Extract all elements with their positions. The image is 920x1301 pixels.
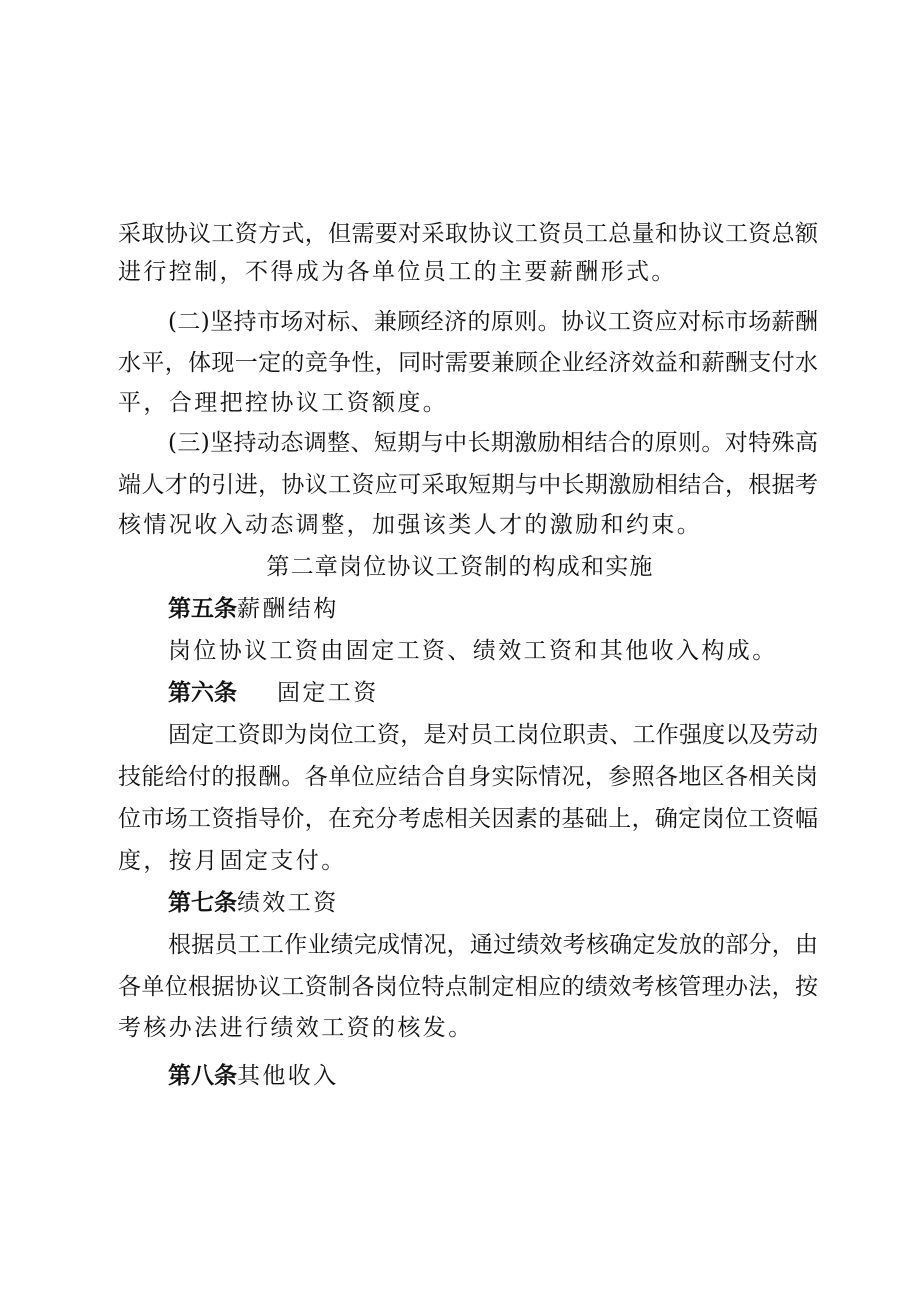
article-5-heading: [168, 594, 818, 624]
paragraph-line: 位市场工资指导价，在充分考虑相关因素的基础上，确定岗位工资幅: [118, 806, 818, 832]
article-number: 第五条: [168, 596, 237, 622]
paragraph-line: 考核办法进行绩效工资的核发。: [118, 1015, 474, 1041]
article-title: 固定工资: [277, 680, 379, 706]
paragraph-line: 技能给付的报酬。各单位应结合自身实际情况，参照各地区各相关岗: [118, 764, 818, 790]
article-number: 第七条: [168, 890, 237, 916]
article-title: 其他收入: [237, 1063, 339, 1089]
article-6-heading: [168, 678, 818, 708]
paragraph-line: 平，合理把控协议工资额度。: [118, 390, 449, 416]
article-5-body: 岗位协议工资由固定工资、绩效工资和其他收入构成。: [168, 638, 778, 664]
paragraph-line: 进行控制，不得成为各单位员工的主要薪酬形式。: [118, 259, 677, 285]
article-8-heading: [168, 1061, 818, 1091]
principle-2-line: (二)坚持市场对标、兼顾经济的原则。协议工资应对标市场薪酬: [168, 309, 818, 335]
paragraph-line: 核情况收入动态调整，加强该类人才的激励和约束。: [118, 512, 703, 538]
chapter-heading: 第二章岗位协议工资制的构成和实施: [266, 554, 654, 580]
principle-3-line: (三)坚持动态调整、短期与中长期激励相结合的原则。对特殊高: [168, 430, 818, 456]
article-7-heading: [168, 888, 818, 918]
paragraph-line: 各单位根据协议工资制各岗位特点制定相应的绩效考核管理办法，按: [118, 974, 818, 1000]
article-title: 绩效工资: [237, 890, 339, 916]
paragraph-line: 度，按月固定支付。: [118, 848, 347, 874]
article-number: 第六条: [168, 680, 237, 706]
paragraph-line: 根据员工工作业绩完成情况，通过绩效考核确定发放的部分，由: [168, 932, 818, 958]
paragraph-line: 采取协议工资方式，但需要对采取协议工资员工总量和协议工资总额: [118, 221, 818, 247]
article-number: 第八条: [168, 1063, 237, 1089]
paragraph-line: 固定工资即为岗位工资，是对员工岗位职责、工作强度以及劳动: [168, 722, 818, 748]
paragraph-line: 水平，体现一定的竞争性，同时需要兼顾企业经济效益和薪酬支付水: [118, 350, 818, 376]
article-title: 薪酬结构: [237, 596, 339, 622]
paragraph-line: 端人才的引进，协议工资应可采取短期与中长期激励相结合，根据考: [118, 472, 818, 498]
